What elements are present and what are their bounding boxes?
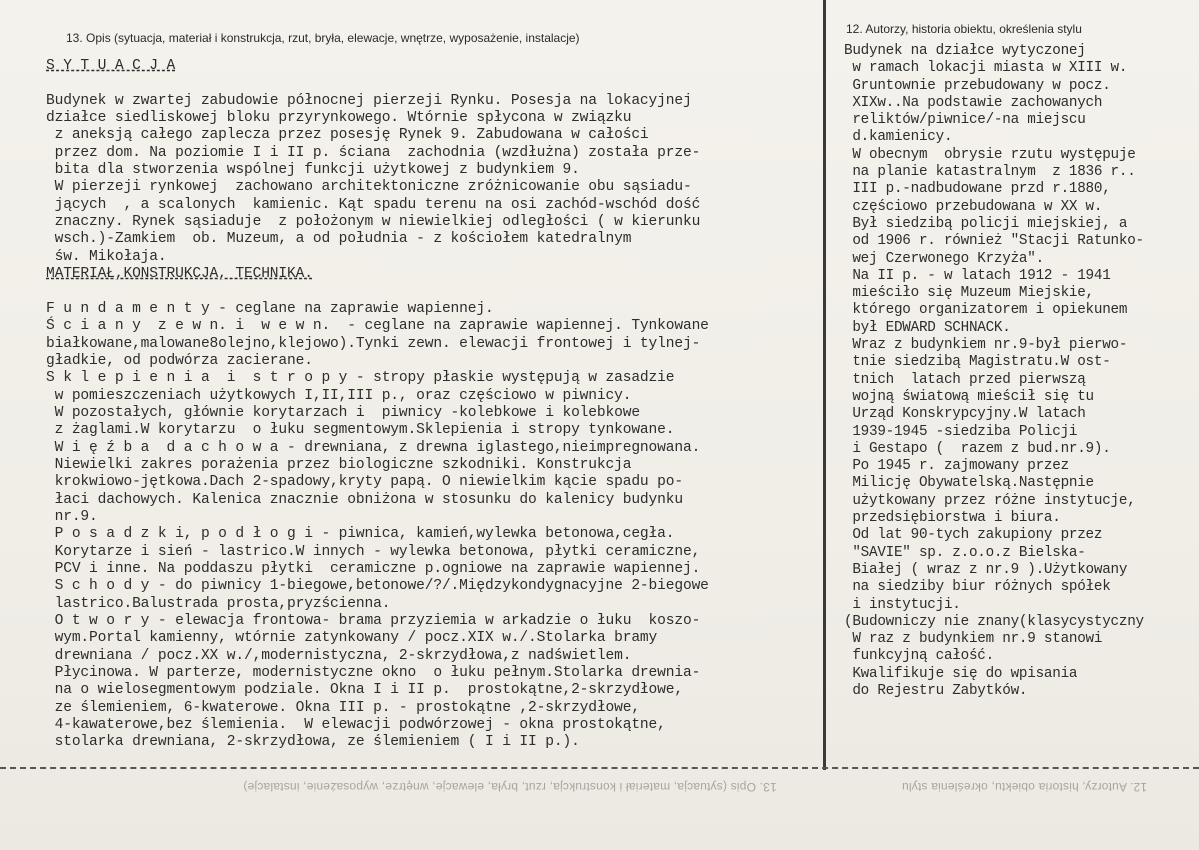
description-line bbox=[46, 283, 822, 300]
description-line: krokwiowo-jętkowa.Dach 2-spadowy,kryty papą. O niewielkim kącie spadu po- bbox=[46, 474, 683, 491]
history-line: 1939-1945 -siedziba Policji bbox=[844, 423, 1078, 440]
history-line: użytkowany przez różne instytucje, bbox=[844, 492, 1136, 509]
history-line: od 1906 r. również "Stacji Ratunko- bbox=[844, 233, 1144, 250]
history-line: W obecnym obrysie rzutu występuje bbox=[844, 146, 1136, 163]
description-line: przez dom. Na poziomie I i II p. ściana zachodnia (wzdłużna) została prze- bbox=[46, 144, 701, 161]
history-line: przedsiębiorstwa i biura. bbox=[844, 510, 1061, 527]
description-line: lastrico.Balustrada prosta,pryzścienna. bbox=[46, 595, 391, 612]
description-line: S c h o d y - do piwnicy 1-biegowe,betonowe/?/.Międzykondygnacyjne 2-biegowe bbox=[46, 578, 709, 595]
history-line: Kwalifikuje się do wpisania bbox=[844, 665, 1078, 682]
history-line: którego organizatorem i opiekunem bbox=[844, 302, 1128, 319]
history-line: funkcyjną całość. bbox=[844, 648, 994, 665]
column-divider bbox=[823, 0, 826, 770]
description-line: z aneksją całego zaplecza przez posesję Rynek 9. Zabudowana w całości bbox=[46, 127, 649, 144]
history-line: Milicję Obywatelską.Następnie bbox=[844, 475, 1094, 492]
description-line: łaci dachowych. Kalenica znacznie obniżona w stosunku do kalenicy budynku bbox=[46, 491, 683, 508]
description-line: Niewielki zakres porażenia przez biologiczne szkodniki. Konstrukcja bbox=[46, 456, 632, 473]
history-line: w ramach lokacji miasta w XIII w. bbox=[844, 60, 1128, 77]
description-line: nr.9. bbox=[46, 508, 98, 525]
history-line: do Rejestru Zabytków. bbox=[844, 682, 1028, 699]
description-line: W pozostałych, głównie korytarzach i piwnicy -kolebkowe i kolebkowe bbox=[46, 404, 640, 421]
description-line: Budynek w zwartej zabudowie północnej pierzeji Rynku. Posesja na lokacyjnej bbox=[46, 92, 692, 109]
history-line: d.kamienicy. bbox=[844, 129, 953, 146]
description-line: wym.Portal kamienny, wtórnie zatynkowany / pocz.XIX w./.Stolarka bramy bbox=[46, 630, 658, 647]
history-line: i instytucji. bbox=[844, 596, 961, 613]
description-line: na o wielosegmentowym podziale. Okna I i II p. prostokątne,2-skrzydłowe, bbox=[46, 682, 683, 699]
description-line: PCV i inne. Na poddaszu płytki ceramiczne p.ogniowe na zaprawie wapiennej. bbox=[46, 560, 701, 577]
description-line: Korytarze i sień - lastrico.W innych - wylewka betonowa, płytki ceramiczne, bbox=[46, 543, 701, 560]
page-fold-line bbox=[0, 767, 1199, 769]
description-line: gładkie, od podwórza zacierane. bbox=[46, 352, 313, 369]
history-line: reliktów/piwnice/-na miejscu bbox=[844, 112, 1086, 129]
mirrored-section-13-header: 13. Opis (sytuacja, materiał i konstrukcja, rzut, bryła, elewacje, wnętrze, wyposażenie, instalacje) bbox=[243, 780, 777, 794]
history-line: Od lat 90-tych zakupiony przez bbox=[844, 527, 1103, 544]
description-line: stolarka drewniana, 2-skrzydłowa, ze ślemieniem ( I i II p.). bbox=[46, 734, 580, 751]
history-line: tnie siedzibą Magistratu.W ost- bbox=[844, 354, 1111, 371]
description-line: św. Mikołaja. bbox=[46, 248, 167, 265]
description-line: bita dla stworzenia wspólnej funkcji użytkowej z budynkiem 9. bbox=[46, 162, 580, 179]
description-line: znaczny. Rynek sąsiaduje z położonym w niewielkiej odległości ( w kierunku bbox=[46, 214, 701, 231]
description-line: W pierzeji rynkowej zachowano architektoniczne zróżnicowanie obu sąsiadu- bbox=[46, 179, 692, 196]
description-line: P o s a d z k i, p o d ł o g i - piwnica, kamień,wylewka betonowa,cegła. bbox=[46, 526, 675, 543]
description-line: jących , a scalonych kamienic. Kąt spadu terenu na osi zachód-wschód dość bbox=[46, 196, 701, 213]
description-line: Płycinowa. W parterze, modernistyczne okno o łuku pełnym.Stolarka drewnia- bbox=[46, 665, 701, 682]
history-line: Białej ( wraz z nr.9 ).Użytkowany bbox=[844, 561, 1128, 578]
description-text bbox=[46, 58, 822, 752]
description-line: białkowane,malowane8olejno,klejowo).Tynki zewn. elewacji frontowej i tylnej- bbox=[46, 335, 701, 352]
description-line bbox=[46, 75, 822, 92]
description-line: drewniana / pocz.XX w./,modernistyczna, 2-skrzydłowa,z nadświetlem. bbox=[46, 647, 632, 664]
history-line: "SAVIE" sp. z.o.o.z Bielska- bbox=[844, 544, 1086, 561]
history-line: i Gestapo ( razem z bud.nr.9). bbox=[844, 440, 1111, 457]
history-text bbox=[844, 43, 1196, 700]
history-line: był EDWARD SCHNACK. bbox=[844, 319, 1011, 336]
history-line: XIXw..Na podstawie zachowanych bbox=[844, 94, 1103, 111]
description-line: O t w o r y - elewacja frontowa- brama przyziemia w arkadzie o łuku koszo- bbox=[46, 613, 701, 629]
history-line: częściowo przebudowana w XX w. bbox=[844, 198, 1103, 215]
history-line: Na II p. - w latach 1912 - 1941 bbox=[844, 267, 1111, 284]
history-line: wej Czerwonego Krzyża". bbox=[844, 250, 1044, 267]
description-line: Ś c i a n y z e w n. i w e w n. - ceglane na zaprawie wapiennej. Tynkowane bbox=[46, 318, 709, 335]
description-line: ze ślemieniem, 6-kwaterowe. Okna III p. - prostokątne ,2-skrzydłowe, bbox=[46, 699, 640, 716]
description-line: S k l e p i e n i a i s t r o p y - stropy płaskie występują w zasadzie bbox=[46, 370, 675, 387]
history-line: Był siedzibą policji miejskiej, a bbox=[844, 215, 1128, 232]
history-line: (Budowniczy nie znany(klasycystyczny bbox=[844, 613, 1144, 630]
history-line: Urząd Konskrypcyjny.W latach bbox=[844, 406, 1086, 423]
history-line: wojną światową mieścił się tu bbox=[844, 388, 1094, 405]
section-12-header: 12. Autorzy, historia obiektu, określenia stylu bbox=[846, 22, 1082, 36]
description-line: 4-kawaterowe,bez ślemienia. W elewacji podwórzowej - okna prostokątne, bbox=[46, 717, 666, 734]
description-line: W i ę ź b a d a c h o w a - drewniana, z drewna iglastego,nieimpregnowana. bbox=[46, 439, 701, 456]
history-line: Gruntownie przebudowany w pocz. bbox=[844, 77, 1111, 94]
history-line: na planie katastralnym z 1836 r.. bbox=[844, 164, 1136, 181]
description-line: z żaglami.W korytarzu o łuku segmentowym.Sklepienia i stropy tynkowane. bbox=[46, 422, 675, 439]
history-line: Po 1945 r. zajmowany przez bbox=[844, 458, 1069, 475]
history-line: Wraz z budynkiem nr.9-był pierwo- bbox=[844, 337, 1128, 354]
description-line: działce siedliskowej bloku przyrynkowego. Wtórnie spłycona w związku bbox=[46, 110, 632, 127]
history-line: Budynek na działce wytyczonej bbox=[844, 43, 1086, 59]
description-line: S Y T U A C J A bbox=[46, 58, 176, 74]
history-line: W raz z budynkiem nr.9 stanowi bbox=[844, 631, 1103, 648]
history-line: tnich latach przed pierwszą bbox=[844, 371, 1086, 388]
mirrored-section-12-header: 12. Autorzy, historia obiektu, określenia stylu bbox=[901, 780, 1148, 794]
description-line: w pomieszczeniach użytkowych I,II,III p., oraz częściowo w piwnicy. bbox=[46, 387, 632, 404]
history-line: na siedziby biur różnych spółek bbox=[844, 579, 1111, 596]
description-line: wsch.)-Zamkiem ob. Muzeum, a od południa - z kościołem katedralnym bbox=[46, 231, 632, 248]
section-13-header: 13. Opis (sytuacja, materiał i konstrukcja, rzut, bryła, elewacje, wnętrze, wyposażenie, instalacje) bbox=[66, 31, 580, 45]
description-line: MATERIAŁ,KONSTRUKCJA, TECHNIKA. bbox=[46, 266, 313, 283]
history-line: III p.-nadbudowane przd r.1880, bbox=[844, 181, 1111, 198]
description-line: F u n d a m e n t y - ceglane na zaprawie wapiennej. bbox=[46, 300, 494, 317]
history-line: mieściło się Muzeum Miejskie, bbox=[844, 285, 1094, 302]
